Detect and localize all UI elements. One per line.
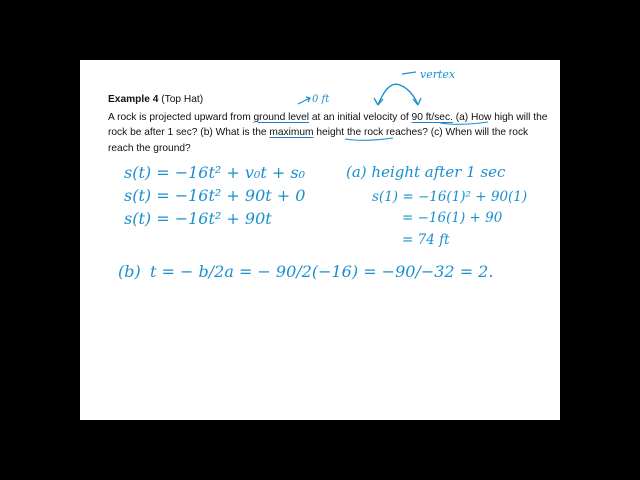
example-subtitle: (Top Hat) [161,94,204,105]
part-a-line1: s(1) = −16(1)² + 90(1) [372,189,528,205]
underlined-ground-level: ground level [253,111,310,123]
handwriting-layer [80,60,560,420]
problem-text-part: (a) How high will the rock be after 1 sec? (b) What is the [108,111,548,138]
part-a-line2: = −16(1) + 90 [402,210,503,226]
vertex-arc [378,84,418,105]
velocity-underline [440,122,488,124]
underlined-velocity: 90 ft/sec. [411,111,453,123]
zero-ft-arrow [298,97,310,104]
equation-substituted: s(t) = −16t² + 90t + 0 [124,186,306,205]
part-b-expression: t = − b/2a = − 90/2(−16) = −90/−32 = 2. [150,262,494,281]
problem-text-part: height the rock reaches? (c) When will the rock reach the ground? [108,127,529,154]
problem-text-part: A rock is projected upward from [108,111,254,123]
equation-simplified: s(t) = −16t² + 90t [124,209,272,228]
zero-ft-label: 0 ft [312,94,330,105]
part-a-heading: (a) height after 1 sec [346,163,506,181]
vertex-arrowhead-left [374,98,383,105]
maximum-underline [345,138,393,140]
underlined-maximum: maximum [269,127,314,138]
vertex-pointer [402,72,416,74]
example-title: Example 4 [108,94,159,105]
part-a-line3: = 74 ft [402,232,450,248]
part-b-label: (b) [118,262,141,281]
equation-general: s(t) = −16t² + v₀t + s₀ [124,163,305,182]
problem-text-part: at an initial velocity of [309,111,412,123]
vertex-label: vertex [420,68,456,81]
slide-page [80,60,560,420]
